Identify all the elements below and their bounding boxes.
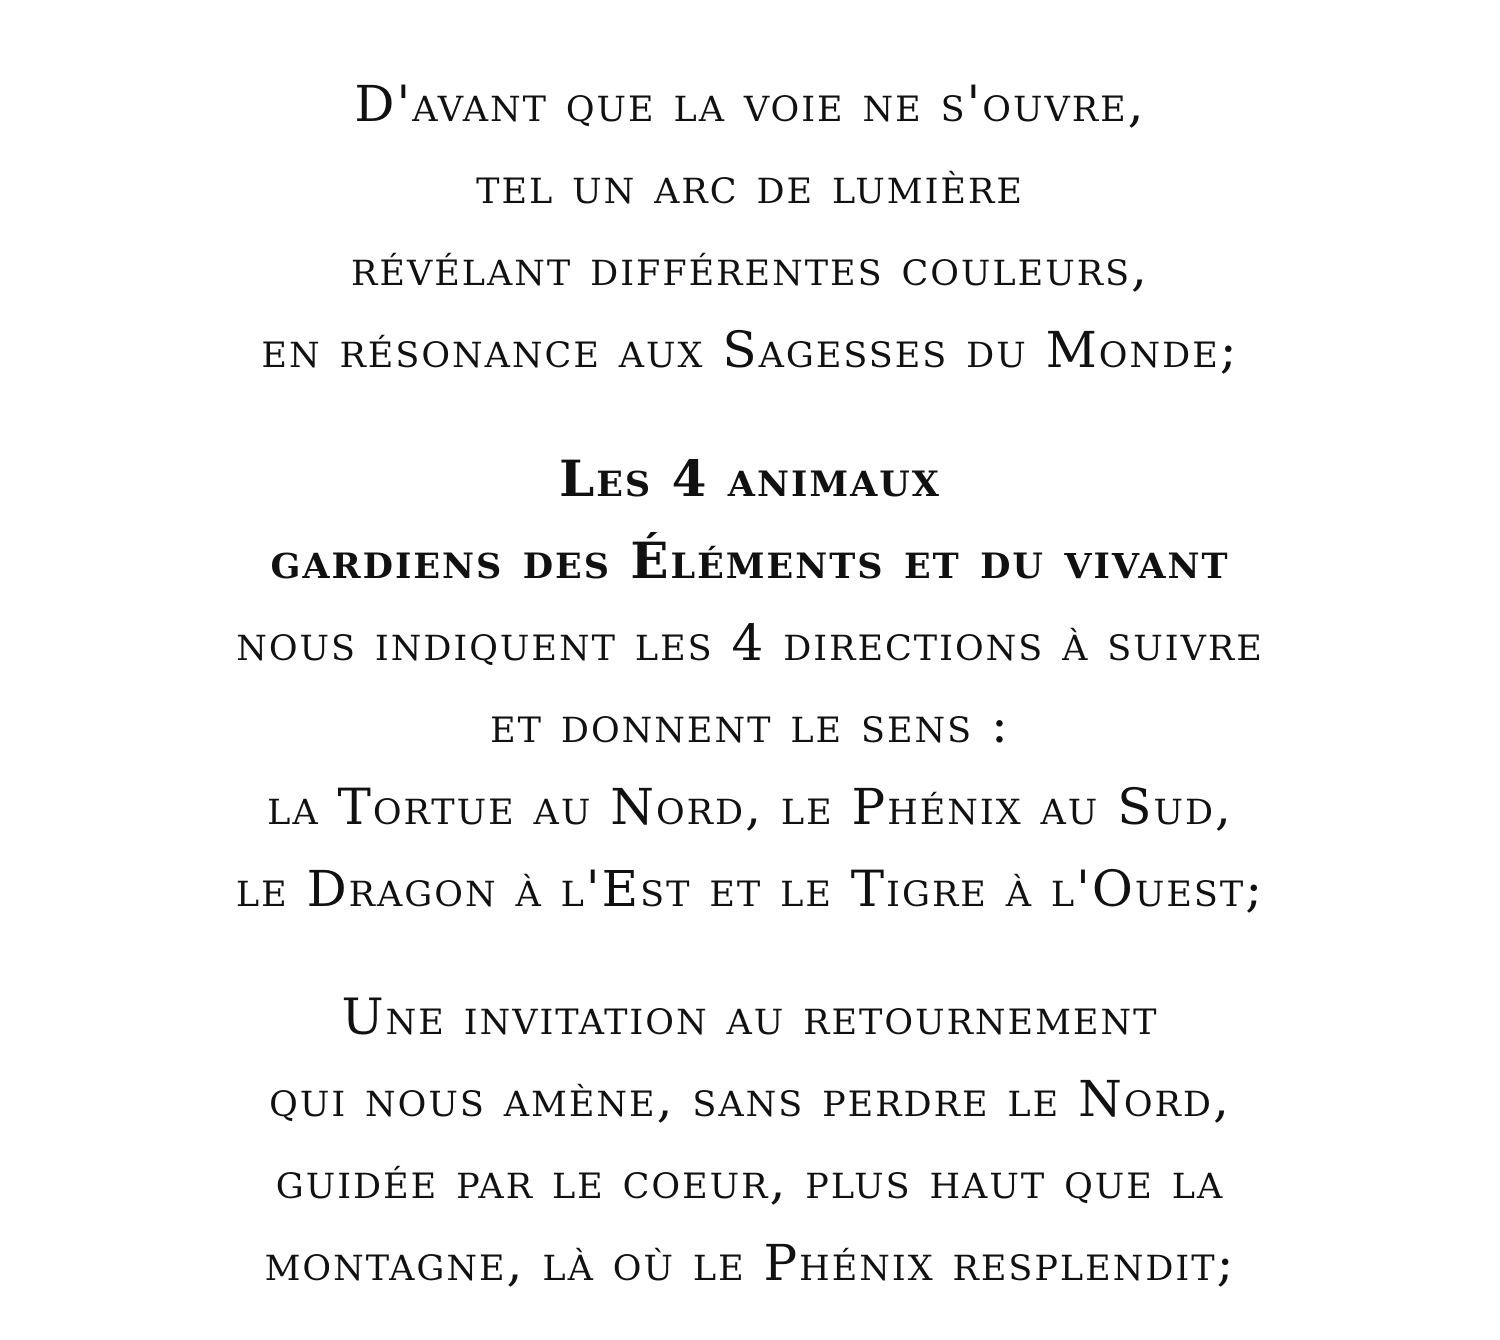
poem-line-bold: Les 4 animaux	[559, 449, 941, 508]
poem-line: et donnent le sens :	[490, 696, 1010, 754]
poem-line: guidée par le coeur, plus haut que la	[275, 1152, 1225, 1210]
poem-line: montagne, là où le Phénix resplendit;	[264, 1234, 1236, 1292]
stanza-1	[0, 63, 1500, 391]
stanza-2	[0, 438, 1500, 930]
poem-line: nous indiquent les 4 directions à suivre	[236, 614, 1264, 672]
poem-line: en résonance aux Sagesses du Monde;	[261, 321, 1239, 379]
poem-line: tel un arc de lumière	[476, 157, 1024, 215]
poem-line: la Tortue au Nord, le Phénix au Sud,	[267, 778, 1233, 836]
poem-line-bold: gardiens des Éléments et du vivant	[270, 531, 1230, 590]
stanza-3	[0, 976, 1500, 1304]
poem-line: qui nous amène, sans perdre le Nord,	[269, 1070, 1231, 1128]
poem-line: révélant différentes couleurs,	[351, 239, 1149, 297]
poem-line: le Dragon à l'Est et le Tigre à l'Ouest;	[235, 860, 1265, 918]
poem-line: D'avant que la voie ne s'ouvre,	[354, 75, 1146, 133]
poem-line: Une invitation au retournement	[341, 988, 1159, 1046]
